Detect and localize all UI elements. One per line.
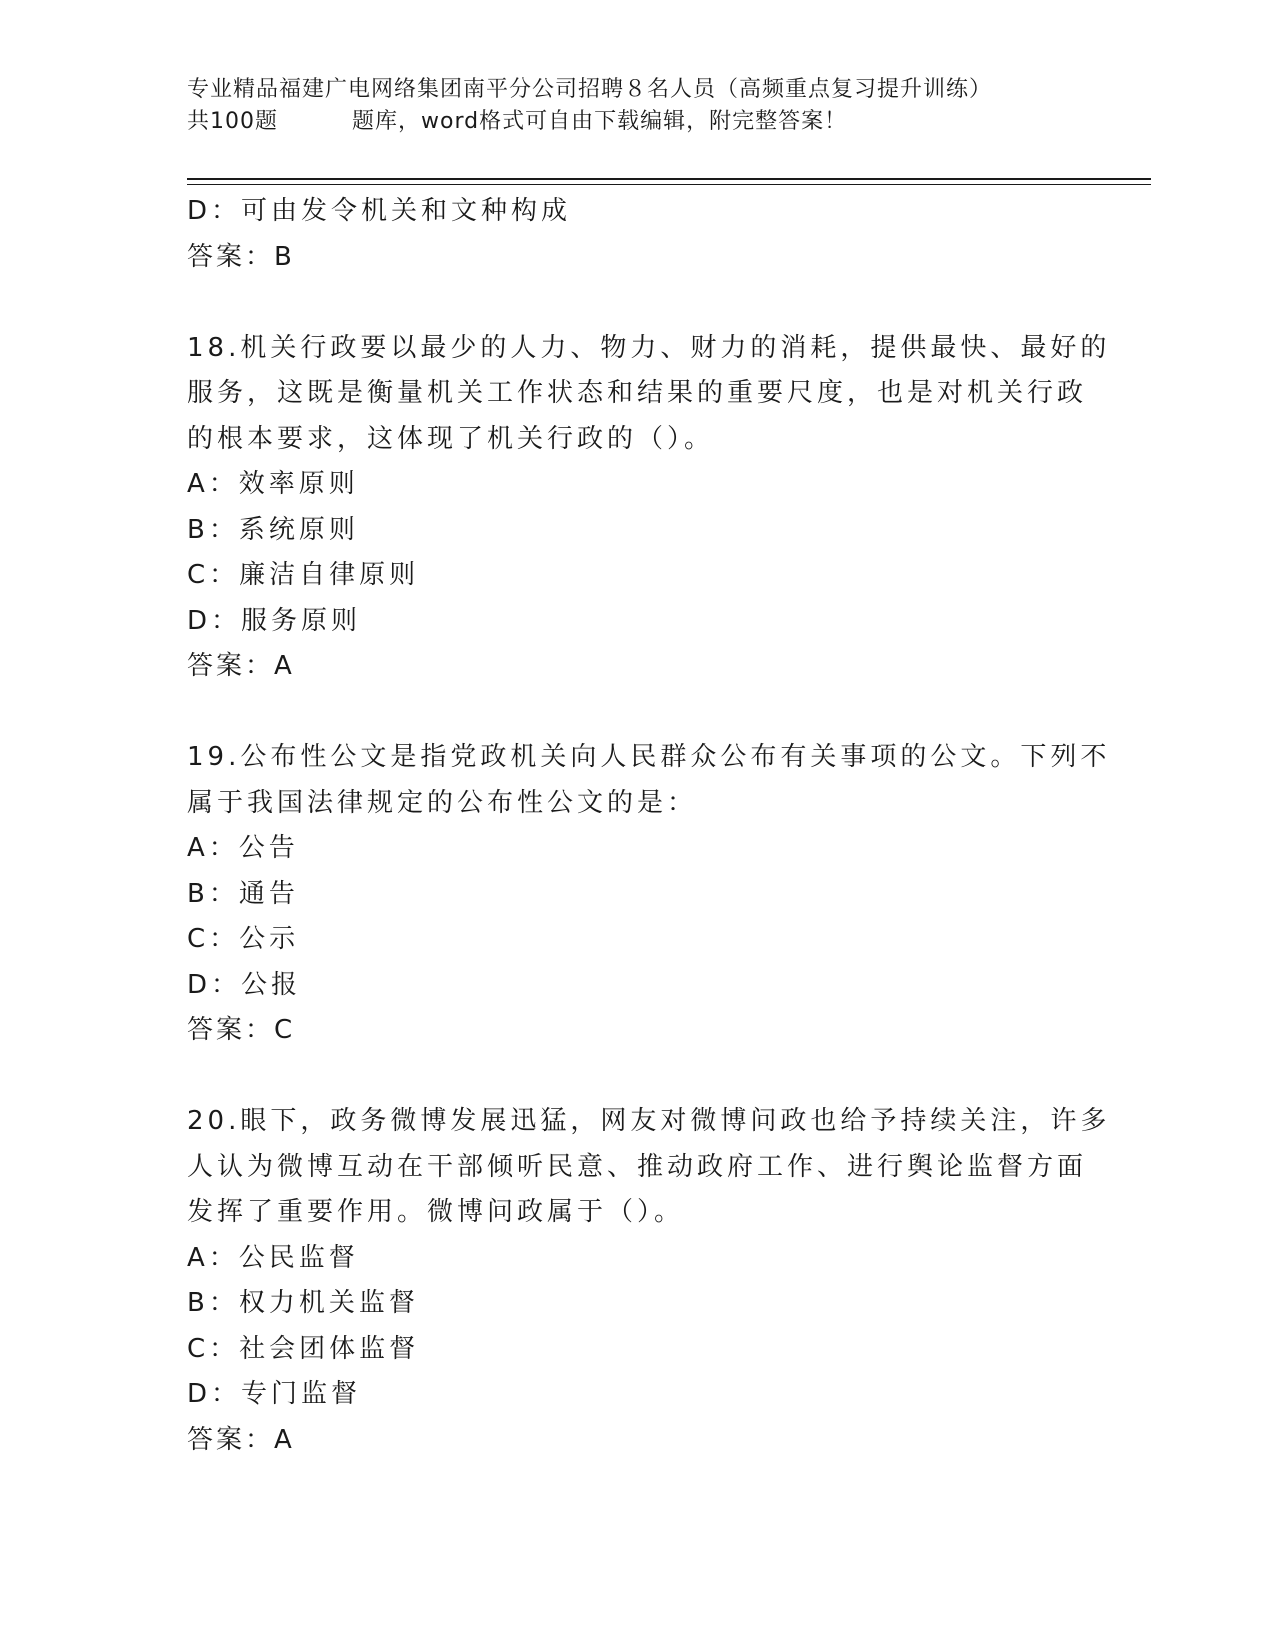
question-stem-line: 发挥了重要作用。微博问政属于（）。 <box>187 1197 685 1227</box>
blank-line <box>187 1054 1087 1100</box>
option-d: D：公报 <box>187 969 302 1000</box>
header-note: 题库，word格式可自由下载编辑，附完整答案！ <box>352 109 848 134</box>
question-stem-line: 服务，这既是衡量机关工作状态和结果的重要尺度，也是对机关行政 <box>187 378 1088 408</box>
option-a: A：公民监督 <box>187 1242 359 1273</box>
option-c: C：廉洁自律原则 <box>187 560 420 590</box>
question-stem-line: 人认为微博互动在干部倾听民意、推动政府工作、进行舆论监督方面 <box>187 1151 1088 1182</box>
question-18 <box>187 326 1111 690</box>
option-d: D：可由发令机关和文种构成 <box>187 196 572 226</box>
question-list <box>187 189 1111 1463</box>
question-stem-line: 属于我国法律规定的公布性公文的是： <box>187 787 698 818</box>
header-subtitle <box>187 106 1147 138</box>
answer-line: 答案：A <box>187 1424 295 1455</box>
question-stem-line: 的根本要求，这体现了机关行政的（）。 <box>187 423 715 454</box>
blank-line <box>187 690 1087 736</box>
option-a: A：公告 <box>187 833 299 863</box>
question-19 <box>187 735 1111 1054</box>
question-stem-line: 19.公布性公文是指党政机关向人民群众公布有关事项的公文。下列不 <box>187 742 1111 772</box>
blank-line <box>187 280 1087 326</box>
document-header <box>187 74 1147 138</box>
option-d: D：专门监督 <box>187 1379 362 1409</box>
option-b: B：权力机关监督 <box>187 1288 419 1318</box>
answer-line: 答案：C <box>187 1015 296 1045</box>
question-count: 共100题 <box>187 109 278 134</box>
option-b: B：通告 <box>187 878 299 909</box>
question-20 <box>187 1099 1111 1463</box>
question-stem-line: 20.眼下，政务微博发展迅猛，网友对微博问政也给予持续关注，许多 <box>187 1106 1111 1136</box>
header-divider-thin <box>187 184 1151 185</box>
header-title: 专业精品福建广电网络集团南平分公司招聘８名人员（高频重点复习提升训练） <box>187 77 993 102</box>
question-stem-line: 18.机关行政要以最少的人力、物力、财力的消耗，提供最快、最好的 <box>187 332 1111 363</box>
option-a: A：效率原则 <box>187 469 359 499</box>
option-b: B：系统原则 <box>187 514 359 545</box>
option-c: C：社会团体监督 <box>187 1333 420 1364</box>
option-d: D：服务原则 <box>187 605 362 636</box>
answer-line: 答案：B <box>187 241 295 272</box>
option-c: C：公示 <box>187 924 300 954</box>
answer-line: 答案：A <box>187 651 295 681</box>
header-divider-thick <box>187 178 1151 180</box>
